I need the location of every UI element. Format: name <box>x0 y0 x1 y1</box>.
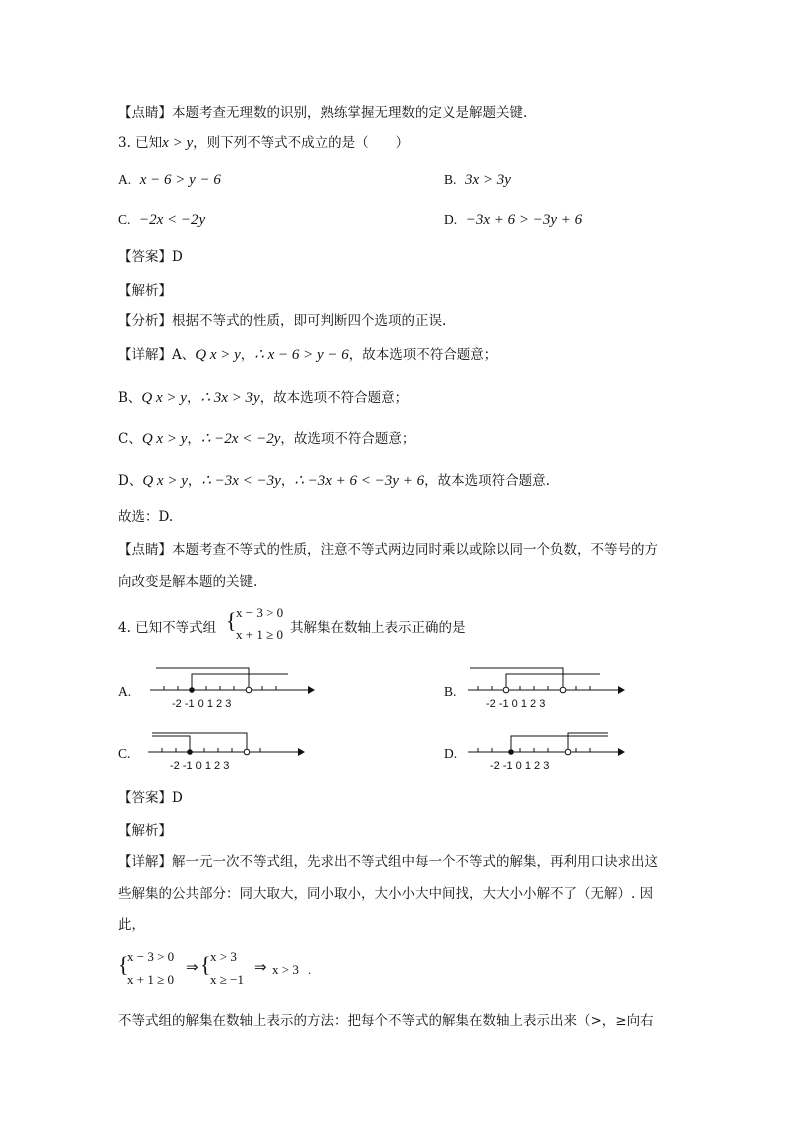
q3-option-b-expr: 3x > 3y <box>464 172 511 188</box>
q4-option-c-letter: C. <box>118 746 131 761</box>
tick-labels: -2 -1 0 1 2 3 <box>172 698 232 710</box>
axis-ticks <box>164 686 276 690</box>
q3-tip-line1: 【点睛】本题考查不等式的性质，注意不等式两边同时乘以或除以同一个负数，不等号的方 <box>118 542 658 558</box>
q4-option-a-letter: A. <box>118 684 132 699</box>
open-dot-2 <box>560 687 566 693</box>
q4-option-d-numberline <box>468 726 628 776</box>
q3-stem <box>118 134 409 152</box>
q4-option-a-numberline <box>150 664 315 714</box>
solid-dot <box>508 749 514 755</box>
q4-sol-b1: x > 3 <box>210 949 237 964</box>
q4-stem-sys-1: x − 3 > 0 <box>236 605 284 620</box>
tick-labels: -2 -1 0 1 2 3 <box>170 760 230 772</box>
q3-option-a: A. x − 6 > y − 6 <box>118 172 221 188</box>
q3-analysis-head: 【解析】 <box>118 283 172 299</box>
q4-sol-imp2: ⇒ <box>254 960 267 976</box>
q4-option-c-numberline <box>148 726 318 776</box>
q3-option-d: D. −3x + 6 > −3y + 6 <box>444 212 583 228</box>
q3-option-c-expr: −2x < −2y <box>138 212 206 228</box>
axis-ticks <box>478 748 590 752</box>
open-dot-1 <box>503 687 509 693</box>
q4-stem-sys-2: x + 1 ≥ 0 <box>236 627 283 642</box>
q4-sol-a2: x + 1 ≥ 0 <box>127 972 174 987</box>
open-dot <box>565 749 571 755</box>
q4-stem-pre: 4. 已知不等式组 <box>118 620 217 636</box>
range-bracket-2 <box>156 668 249 690</box>
q3-detail-d: D、Q x > y，∴ −3x < −3y，∴ −3x + 6 < −3y + 6，故本选项符合题意. <box>118 473 550 489</box>
axis-arrow <box>618 686 625 694</box>
solid-dot <box>189 687 195 693</box>
axis-arrow <box>298 748 305 756</box>
q4-option-b-letter: B. <box>444 684 457 699</box>
tick-labels: -2 -1 0 1 2 3 <box>490 760 550 772</box>
range-bracket-1 <box>152 736 190 752</box>
q4-analysis-head: 【解析】 <box>118 823 172 839</box>
q4-detail-line1: 【详解】解一元一次不等式组，先求出不等式组中每一个不等式的解集，再利用口诀求出这 <box>118 854 658 870</box>
intro-tip: 【点睛】本题考查无理数的识别，熟练掌握无理数的定义是解题关键. <box>118 105 528 121</box>
q3-option-d-expr: −3x + 6 > −3y + 6 <box>465 212 583 228</box>
q4-stem-post: 其解集在数轴上表示正确的是 <box>290 620 466 636</box>
q4-detail-line2: 些解集的公共部分：同大取大，同小取小，大小小大中间找，大大小小解不了（无解）. 因 <box>118 886 654 902</box>
q3-detail-c: C、Q x > y，∴ −2x < −2y，故选项不符合题意； <box>118 431 416 447</box>
range-bracket-1 <box>511 736 608 752</box>
q4-sol-end: . <box>308 962 312 977</box>
q3-option-c: C. −2x < −2y <box>118 212 206 228</box>
q3-stem-math: x > y <box>162 135 194 151</box>
q4-sol-result: x > 3 <box>272 962 299 977</box>
axis-arrow <box>308 686 315 694</box>
q3-detail-b: B、Q x > y，∴ 3x > 3y，故本选项不符合题意； <box>118 390 409 406</box>
q4-sol-a1: x − 3 > 0 <box>127 949 175 964</box>
q4-sol-brace-2: { <box>200 952 211 977</box>
axis-ticks <box>478 686 590 690</box>
solid-dot <box>187 749 193 755</box>
q4-stem-brace: { <box>226 608 237 633</box>
q4-sol-brace-1: { <box>118 952 129 977</box>
range-bracket-2 <box>470 668 563 690</box>
q3-detail-a: 【详解】A、Q x > y，∴ x − 6 > y − 6，故本选项不符合题意； <box>118 347 498 363</box>
q3-fenxi: 【分析】根据不等式的性质，即可判断四个选项的正误. <box>118 313 447 329</box>
q4-answer: 【答案】D <box>118 790 183 806</box>
q3-choose: 故选：D. <box>118 509 174 525</box>
q4-option-b-numberline <box>468 664 628 714</box>
q3-stem-pre: 3. 已知 <box>118 135 163 151</box>
q4-sol-imp1: ⇒ <box>186 960 199 976</box>
q3-stem-post: ，则下列不等式不成立的是（ ） <box>193 135 410 151</box>
q3-option-b: B. 3x > 3y <box>444 172 511 188</box>
q3-answer: 【答案】D <box>118 249 183 265</box>
axis-arrow <box>618 748 625 756</box>
open-dot <box>244 749 250 755</box>
q4-sol-b2: x ≥ −1 <box>210 972 244 987</box>
q4-detail-line3: 此， <box>118 917 145 933</box>
q3-option-a-expr: x − 6 > y − 6 <box>139 172 221 188</box>
open-dot <box>246 687 252 693</box>
q4-option-d-letter: D. <box>444 746 458 761</box>
q3-tip-line2: 向改变是解本题的关键. <box>118 574 258 590</box>
tick-labels: -2 -1 0 1 2 3 <box>486 698 546 710</box>
q4-method: 不等式组的解集在数轴上表示的方法：把每个不等式的解集在数轴上表示出来（>，≥向右 <box>118 1013 654 1029</box>
